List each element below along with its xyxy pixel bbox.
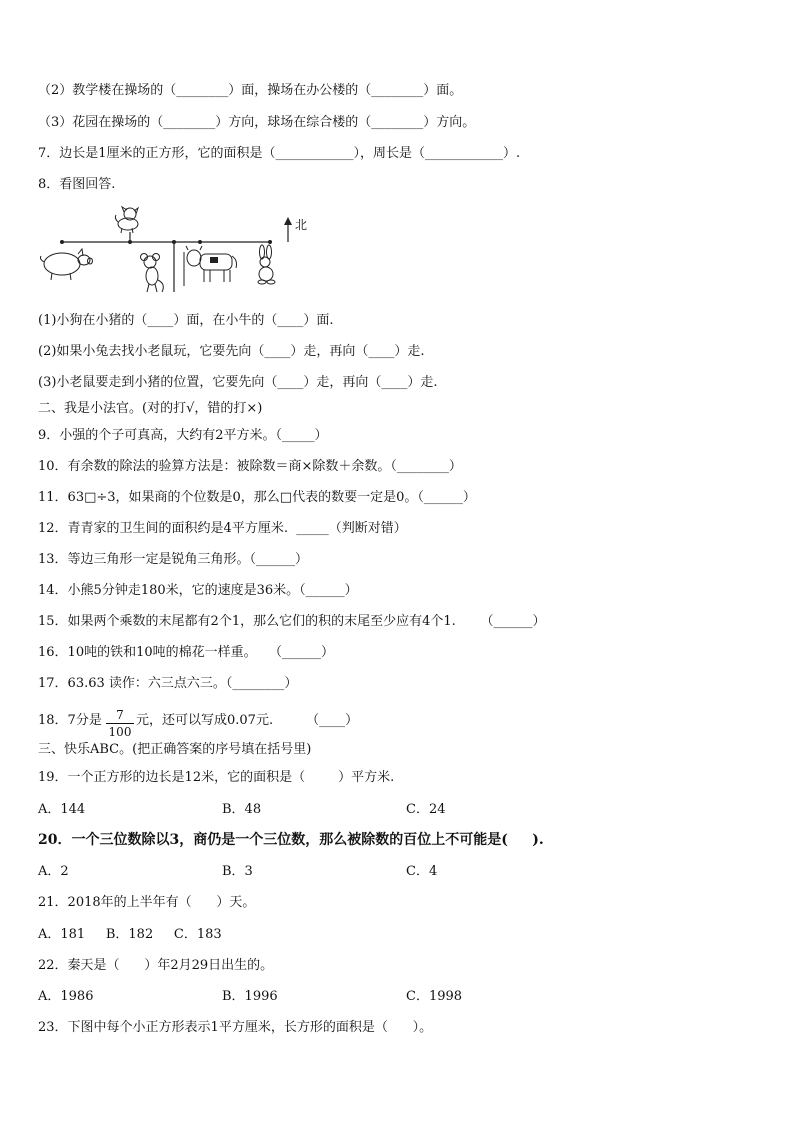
question-22-option-a: A．1986 [38, 989, 94, 1004]
question-20-option-b: B．3 [222, 864, 253, 879]
question-20-option-c: C．4 [406, 864, 438, 879]
question-3-text: （3）花园在操场的（________）方向，球场在综合楼的（________）方向。 [38, 115, 476, 130]
question-21-options: A．181 B．182 C．183 [38, 927, 222, 942]
north-label: 北 [295, 218, 308, 232]
question-19-option-b: B．48 [222, 802, 262, 817]
question-21-text: 21．2018年的上半年有（ ）天。 [38, 895, 256, 910]
question-2-text: （2）教学楼在操场的（________）面，操场在办公楼的（________）面。 [38, 83, 463, 98]
fraction-numerator: 7 [116, 708, 124, 722]
question-8-1-text: (1)小狗在小猪的（____）面，在小牛的（____）面. [38, 313, 334, 328]
question-12-text: 12．青青家的卫生间的面积约是4平方厘米. _____（判断对错） [38, 521, 407, 536]
question-20-option-a: A．2 [38, 864, 69, 879]
mouse-icon [141, 254, 164, 293]
pig-icon [40, 249, 92, 280]
question-15-text: 15．如果两个乘数的末尾都有2个1，那么它们的积的末尾至少应有4个1. （______） [38, 614, 546, 629]
question-18-text-start: 18．7分是 [38, 713, 102, 728]
fraction-7-100 [106, 708, 134, 739]
fraction-denominator: 100 [108, 725, 132, 739]
question-22-option-b: B．1996 [222, 989, 278, 1004]
question-22-option-c: C．1998 [406, 989, 463, 1004]
cow-icon [186, 246, 237, 282]
question-8-text: 8．看图回答. [38, 177, 116, 192]
section-3-heading: 三、快乐ABC。(把正确答案的序号填在括号里) [38, 742, 312, 757]
section-2-heading: 二、我是小法官。(对的打√，错的打×) [38, 401, 263, 416]
fraction-bar [106, 723, 134, 724]
question-7-text: 7．边长是1厘米的正方形，它的面积是（____________），周长是（____________）. [38, 146, 521, 161]
question-22-text: 22．秦天是（ ）年2月29日出生的。 [38, 958, 274, 973]
question-16-text: 16．10吨的铁和10吨的棉花一样重。 （______） [38, 645, 335, 660]
question-14-text: 14．小熊5分钟走180米，它的速度是36米。（______） [38, 583, 358, 598]
question-19-text: 19．一个正方形的边长是12米，它的面积是（ ）平方米. [38, 770, 395, 785]
question-18-text-end: 元，还可以写成0.07元. （____） [136, 713, 359, 728]
question-19-option-a: A．144 [38, 802, 86, 817]
question-20-text: 20．一个三位数除以3，商仍是一个三位数，那么被除数的百位上不可能是( ). [38, 832, 544, 848]
question-17-text: 17．63.63 读作：六三点六三。（________） [38, 676, 298, 691]
question-8-3-text: (3)小老鼠要走到小猪的位置，它要先向（____）走，再向（____）走. [38, 375, 438, 390]
question-11-text: 11．63□÷3，如果商的个位数是0，那么□代表的数要一定是0。（______） [38, 490, 476, 505]
rabbit-icon [258, 245, 275, 284]
question-8-2-text: (2)如果小兔去找小老鼠玩，它要先向（____）走，再向（____）走. [38, 344, 425, 359]
animal-position-diagram [34, 204, 324, 304]
north-arrow-icon [284, 217, 292, 242]
question-13-text: 13．等边三角形一定是锐角三角形。（______） [38, 552, 309, 567]
question-9-text: 9．小强的个子可真高，大约有2平方米。（_____） [38, 428, 328, 443]
dog-icon [115, 207, 138, 233]
direction-figure [34, 204, 324, 304]
question-23-text: 23．下图中每个小正方形表示1平方厘米，长方形的面积是（ ）。 [38, 1020, 433, 1035]
question-10-text: 10．有余数的除法的验算方法是：被除数＝商×除数＋余数。（________） [38, 459, 462, 474]
question-19-option-c: C．24 [406, 802, 446, 817]
